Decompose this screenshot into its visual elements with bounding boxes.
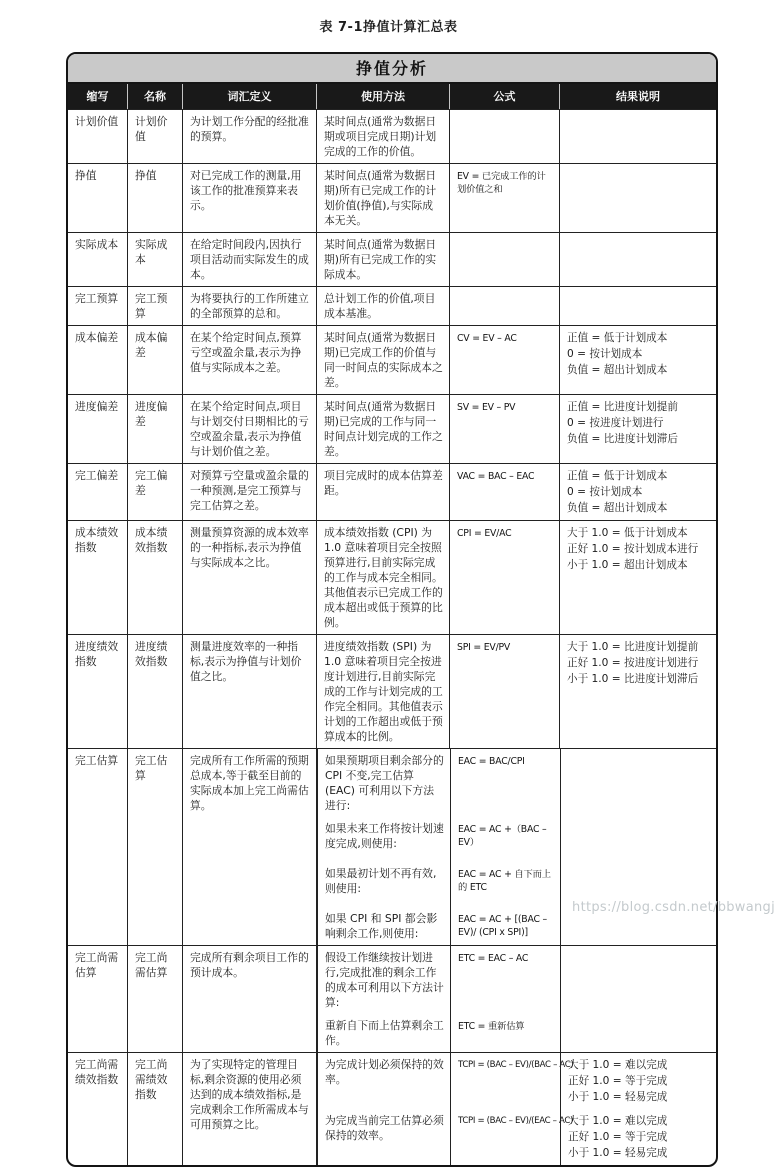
etc-subrow-1 bbox=[317, 946, 716, 1014]
cell-result bbox=[559, 110, 716, 163]
cell-abbr: 完工尚需估算 bbox=[75, 951, 119, 979]
cell-usage: 如果 CPI 和 SPI 都会影响剩余工作,则使用: bbox=[317, 907, 450, 945]
result-line: 正值 = 低于计划成本 bbox=[567, 332, 668, 344]
table-row-spi bbox=[68, 634, 716, 748]
cell-usage: 进度绩效指数 (SPI) 为 1.0 意味着项目完全按进度计划进行,目前实际完成的工作与计划完成的工作完全相同。其他值表示计划的工作超出或低于预算成本的比例。 bbox=[316, 635, 449, 748]
cell-formula: TCPI = (BAC – EV)/(BAC – AC) bbox=[450, 1053, 560, 1109]
cell-result bbox=[559, 233, 716, 286]
tcpi-subrow-2 bbox=[317, 1109, 716, 1165]
cell-result bbox=[559, 164, 716, 232]
cell-abbr: 成本偏差 bbox=[75, 331, 119, 344]
cell-formula: EAC = AC + 自下而上的 ETC bbox=[450, 862, 560, 907]
cell-formula bbox=[449, 287, 559, 325]
cell-abbr: 完工尚需绩效指数 bbox=[75, 1058, 119, 1086]
cell-abbr: 完工偏差 bbox=[75, 469, 119, 482]
cell-name: 完工预算 bbox=[127, 287, 182, 325]
table-row-etc bbox=[68, 945, 716, 1052]
cell-name: 进度绩效指数 bbox=[127, 635, 182, 748]
cell-name: 成本偏差 bbox=[127, 326, 182, 394]
result-line: 正好 1.0 = 等于完成 bbox=[568, 1131, 668, 1143]
result-line: 小于 1.0 = 轻易完成 bbox=[568, 1147, 668, 1159]
table-row-pv bbox=[68, 109, 716, 163]
cell-usage: 如果最初计划不再有效,则使用: bbox=[317, 862, 450, 907]
cell-formula: ETC = 重新估算 bbox=[450, 1014, 560, 1052]
cell-usage: 如果预期项目剩余部分的 CPI 不变,完工估算 (EAC) 可利用以下方法进行: bbox=[317, 749, 450, 817]
cell-usage: 某时间点(通常为数据日期)已完成工作的价值与同一时间点的实际成本之差。 bbox=[316, 326, 449, 394]
cell-formula: SPI = EV/PV bbox=[449, 635, 559, 748]
cell-result bbox=[559, 635, 716, 748]
column-header-abbr: 缩写 bbox=[86, 90, 109, 103]
cell-abbr: 实际成本 bbox=[75, 238, 119, 251]
result-line: 正好 1.0 = 等于完成 bbox=[568, 1075, 668, 1087]
cell-usage: 成本绩效指数 (CPI) 为 1.0 意味着项目完全按照预算进行,目前实际完成的工作与成本完全相同。其他值表示已完成工作的成本超出或低于预算的比例。 bbox=[316, 521, 449, 634]
cell-result bbox=[560, 1014, 716, 1052]
eac-subrow-2 bbox=[317, 817, 716, 862]
column-header-name: 名称 bbox=[127, 84, 182, 109]
cell-definition: 对预算亏空量或盈余量的一种预测,是完工预算与完工估算之差。 bbox=[182, 464, 316, 520]
cell-usage: 重新自下而上估算剩余工作。 bbox=[317, 1014, 450, 1052]
cell-result bbox=[559, 287, 716, 325]
column-header-result: 结果说明 bbox=[559, 84, 716, 109]
etc-subrows bbox=[316, 946, 716, 1052]
result-line: 0 = 按进度计划进行 bbox=[567, 417, 664, 429]
cell-usage: 某时间点(通常为数据日期)已完成的工作与同一时间点计划完成的工作之差。 bbox=[316, 395, 449, 463]
cell-result bbox=[560, 1109, 716, 1165]
result-line: 正值 = 比进度计划提前 bbox=[567, 401, 678, 413]
result-line: 大于 1.0 = 低于计划成本 bbox=[567, 527, 688, 539]
cell-usage: 为完成计划必须保持的效率。 bbox=[317, 1053, 450, 1109]
earned-value-table bbox=[66, 52, 718, 1167]
cell-formula bbox=[449, 233, 559, 286]
column-header-row bbox=[68, 84, 716, 109]
cell-definition: 对已完成工作的测量,用该工作的批准预算来表示。 bbox=[182, 164, 316, 232]
cell-formula: TCPI = (BAC – EV)/(EAC – AC) bbox=[450, 1109, 560, 1165]
cell-usage: 为完成当前完工估算必须保持的效率。 bbox=[317, 1109, 450, 1165]
result-line: 负值 = 超出计划成本 bbox=[567, 364, 668, 376]
cell-usage: 某时间点(通常为数据日期)所有已完成工作的实际成本。 bbox=[316, 233, 449, 286]
result-line: 负值 = 比进度计划滞后 bbox=[567, 433, 678, 445]
cell-result bbox=[559, 395, 716, 463]
cell-name: 完工尚需估算 bbox=[127, 946, 182, 1052]
eac-subrows bbox=[316, 749, 716, 945]
cell-definition: 测量预算资源的成本效率的一种指标,表示为挣值与实际成本之比。 bbox=[182, 521, 316, 634]
cell-definition: 为了实现特定的管理目标,剩余资源的使用必须达到的成本绩效指标,是完成剩余工作所需成本与可用预算之比。 bbox=[182, 1053, 316, 1165]
cell-abbr: 计划价值 bbox=[75, 115, 119, 128]
cell-usage: 如果未来工作将按计划速度完成,则使用: bbox=[317, 817, 450, 862]
cell-name: 完工偏差 bbox=[127, 464, 182, 520]
cell-abbr: 进度绩效指数 bbox=[75, 640, 119, 668]
cell-name: 完工尚需绩效指数 bbox=[127, 1053, 182, 1165]
result-line: 大于 1.0 = 比进度计划提前 bbox=[567, 641, 699, 653]
tcpi-subrows bbox=[316, 1053, 716, 1165]
cell-name: 实际成本 bbox=[127, 233, 182, 286]
cell-usage: 某时间点(通常为数据日期或项目完成日期)计划完成的工作的价值。 bbox=[316, 110, 449, 163]
table-row-eac bbox=[68, 748, 716, 945]
column-header-usage: 使用方法 bbox=[316, 84, 449, 109]
table-row-ev bbox=[68, 163, 716, 232]
result-line: 0 = 按计划成本 bbox=[567, 348, 643, 360]
cell-result bbox=[560, 946, 716, 1014]
cell-formula: CV = EV – AC bbox=[449, 326, 559, 394]
cell-result bbox=[560, 1053, 716, 1109]
cell-abbr: 进度偏差 bbox=[75, 400, 119, 413]
cell-result bbox=[559, 464, 716, 520]
table-row-bac bbox=[68, 286, 716, 325]
watermark: https://blog.csdn.net/bbwangj bbox=[572, 900, 775, 915]
cell-definition: 在某个给定时间点,项目与计划交付日期相比的亏空或盈余量,表示为挣值与计划价值之差。 bbox=[182, 395, 316, 463]
cell-definition: 在某个给定时间点,预算亏空或盈余量,表示为挣值与实际成本之差。 bbox=[182, 326, 316, 394]
cell-definition: 测量进度效率的一种指标,表示为挣值与计划价值之比。 bbox=[182, 635, 316, 748]
cell-formula: VAC = BAC – EAC bbox=[449, 464, 559, 520]
cell-name: 挣值 bbox=[127, 164, 182, 232]
cell-abbr: 成本绩效指数 bbox=[75, 526, 119, 554]
cell-result bbox=[560, 817, 716, 862]
result-line: 正值 = 低于计划成本 bbox=[567, 470, 668, 482]
table-row-tcpi bbox=[68, 1052, 716, 1165]
cell-formula: SV = EV – PV bbox=[449, 395, 559, 463]
table-title: 挣值分析 bbox=[68, 54, 716, 84]
cell-usage: 总计划工作的价值,项目成本基准。 bbox=[316, 287, 449, 325]
cell-formula bbox=[449, 110, 559, 163]
column-header-formula: 公式 bbox=[449, 84, 559, 109]
result-line: 小于 1.0 = 比进度计划滞后 bbox=[567, 673, 699, 685]
cell-usage: 项目完成时的成本估算差距。 bbox=[316, 464, 449, 520]
result-line: 小于 1.0 = 轻易完成 bbox=[568, 1091, 668, 1103]
cell-definition: 完成所有剩余项目工作的预计成本。 bbox=[182, 946, 316, 1052]
cell-name: 进度偏差 bbox=[127, 395, 182, 463]
result-line: 负值 = 超出计划成本 bbox=[567, 502, 668, 514]
cell-definition: 为计划工作分配的经批准的预算。 bbox=[182, 110, 316, 163]
cell-name: 计划价值 bbox=[127, 110, 182, 163]
cell-formula: EAC = AC + [(BAC – EV)/ (CPI x SPI)] bbox=[450, 907, 560, 945]
result-line: 大于 1.0 = 难以完成 bbox=[568, 1115, 668, 1127]
result-line: 小于 1.0 = 超出计划成本 bbox=[567, 559, 688, 571]
cell-result bbox=[559, 326, 716, 394]
cell-formula: EAC = BAC/CPI bbox=[450, 749, 560, 817]
cell-usage: 某时间点(通常为数据日期)所有已完成工作的计划价值(挣值),与实际成本无关。 bbox=[316, 164, 449, 232]
cell-formula: EAC = AC +（BAC – EV） bbox=[450, 817, 560, 862]
result-line: 正好 1.0 = 按进度计划进行 bbox=[567, 657, 699, 669]
cell-abbr: 完工预算 bbox=[75, 292, 119, 305]
table-row-ac bbox=[68, 232, 716, 286]
column-header-definition: 词汇定义 bbox=[182, 84, 316, 109]
cell-definition: 在给定时间段内,因执行项目活动而实际发生的成本。 bbox=[182, 233, 316, 286]
cell-definition: 为将要执行的工作所建立的全部预算的总和。 bbox=[182, 287, 316, 325]
tcpi-subrow-1 bbox=[317, 1053, 716, 1109]
cell-result bbox=[559, 521, 716, 634]
cell-name: 完工估算 bbox=[127, 749, 182, 945]
cell-formula: ETC = EAC – AC bbox=[450, 946, 560, 1014]
cell-abbr: 完工估算 bbox=[75, 754, 119, 767]
cell-result bbox=[560, 749, 716, 817]
result-line: 0 = 按计划成本 bbox=[567, 486, 643, 498]
cell-usage: 假设工作继续按计划进行,完成批准的剩余工作的成本可利用以下方法计算: bbox=[317, 946, 450, 1014]
cell-name: 成本绩效指数 bbox=[127, 521, 182, 634]
cell-definition: 完成所有工作所需的预期总成本,等于截至目前的实际成本加上完工尚需估算。 bbox=[182, 749, 316, 945]
page-title: 表 7-1挣值计算汇总表 bbox=[319, 20, 458, 35]
table-row-cv bbox=[68, 325, 716, 394]
cell-formula: EV = 已完成工作的计划价值之和 bbox=[449, 164, 559, 232]
eac-subrow-1 bbox=[317, 749, 716, 817]
cell-abbr: 挣值 bbox=[75, 169, 97, 182]
result-line: 大于 1.0 = 难以完成 bbox=[568, 1059, 668, 1071]
result-line: 正好 1.0 = 按计划成本进行 bbox=[567, 543, 699, 555]
table-row-vac bbox=[68, 463, 716, 520]
etc-subrow-2 bbox=[317, 1014, 716, 1052]
table-row-cpi bbox=[68, 520, 716, 634]
cell-formula: CPI = EV/AC bbox=[449, 521, 559, 634]
table-row-sv bbox=[68, 394, 716, 463]
